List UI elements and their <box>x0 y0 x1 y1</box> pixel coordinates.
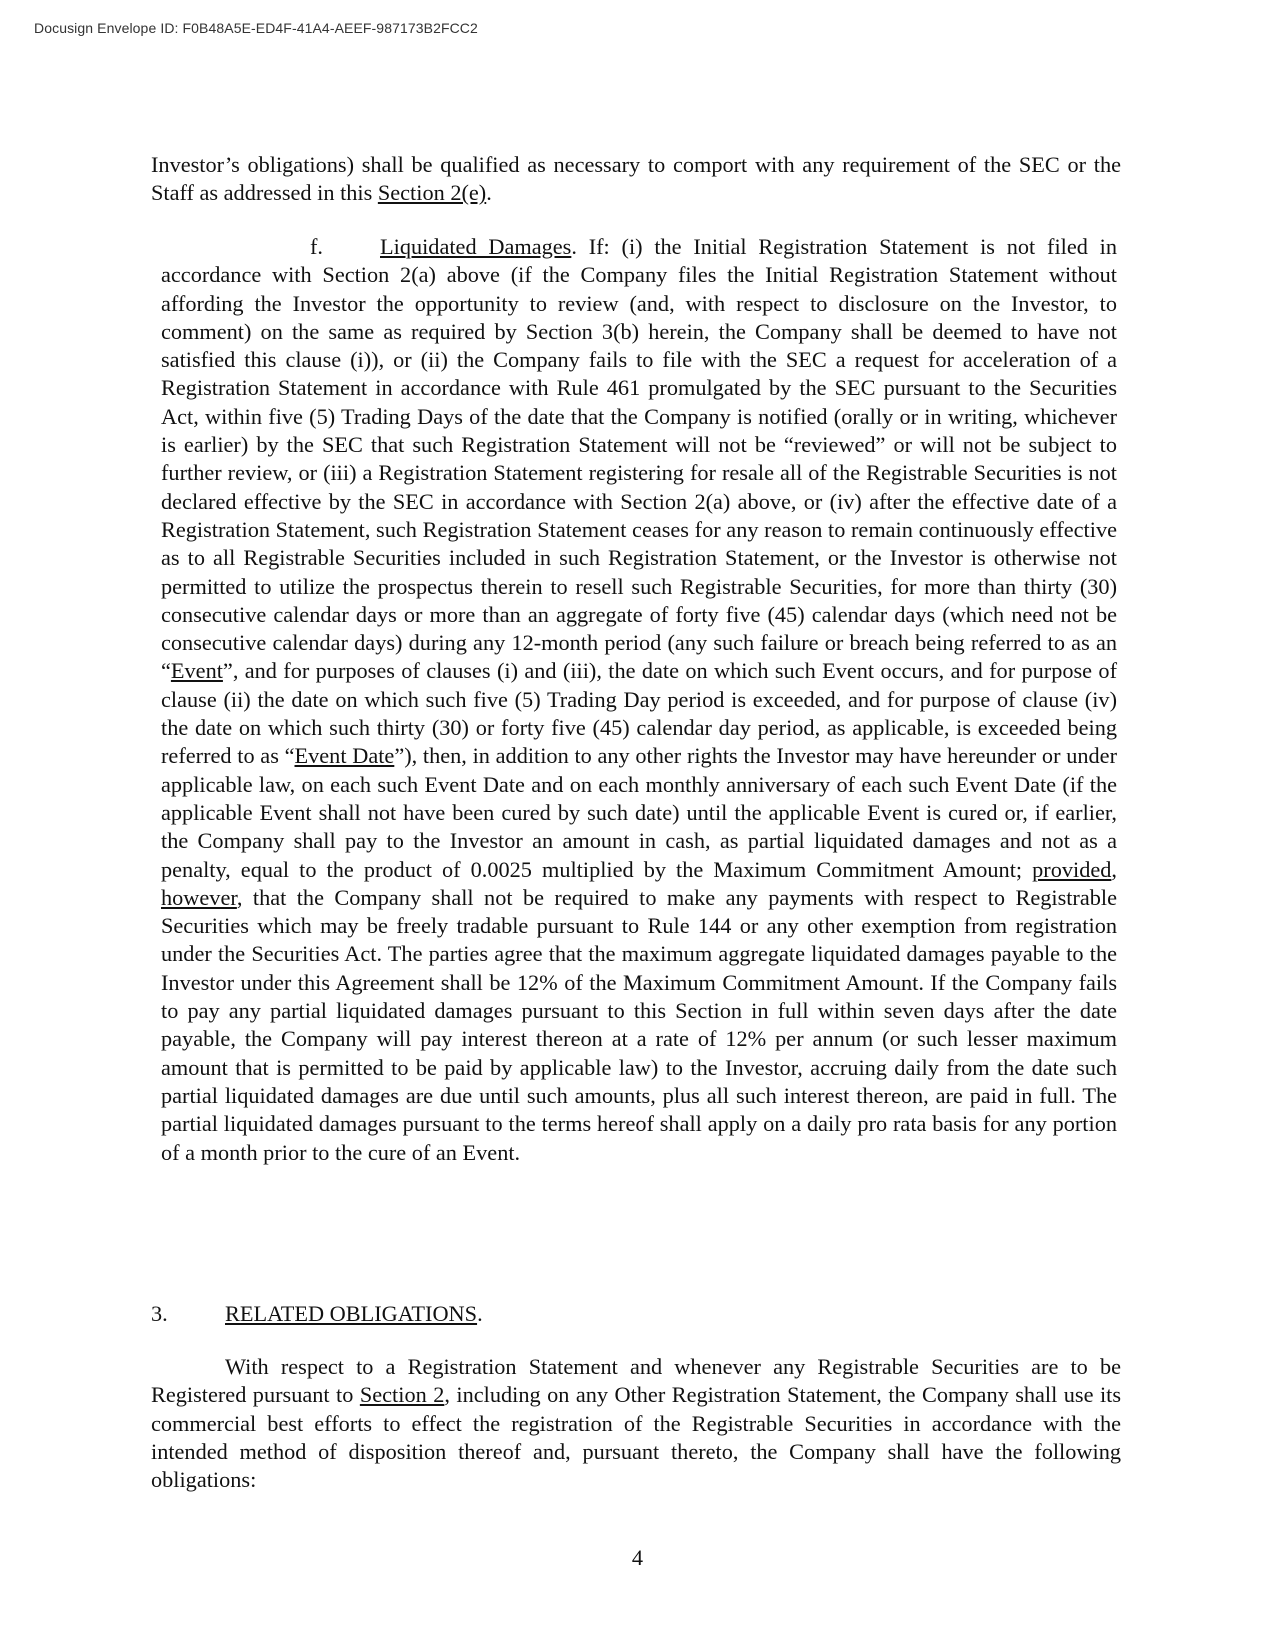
term-however: however <box>161 884 237 910</box>
liquidated-damages-heading: Liquidated Damages <box>380 234 572 259</box>
continuation-paragraph <box>151 151 1121 208</box>
docusign-envelope-id: Docusign Envelope ID: F0B48A5E-ED4F-41A4-AEEF-987173B2FCC2 <box>34 20 478 36</box>
paragraph-label: f. <box>310 234 323 259</box>
paragraph-text-3: ”), then, in addition to any other rights the Investor may have hereunder or under applicable law, on each such Event Date and on each monthly anniversary of each such Event Date (if the applicable Event shall not have been cured by such date) until the applicable Event is cured or, if earlier, the Company shall pay to the Investor an amount in cash, as partial liquidated damages and not as a penalty, equal to the product of 0.0025 multiplied by the Maximum Commitment Amount; <box>161 743 1117 882</box>
section-3-text-a: With respect to a Registration Statement and whenever any Registrable Securities are to be Registered pursuant to <box>151 1354 1121 1408</box>
section-3-heading <box>151 1300 1121 1328</box>
section-2e-reference: Section 2(e) <box>377 180 487 206</box>
section-3-title: RELATED OBLIGATIONS <box>225 1301 478 1326</box>
continuation-text: Investor’s obligations) shall be qualified as necessary to comport with any requirement of the SEC or the Staff as addressed in this <box>151 152 1121 206</box>
term-event-date: Event Date <box>294 743 395 769</box>
term-event: Event <box>170 658 223 684</box>
section-3-title-period: . <box>477 1301 483 1326</box>
term-provided: provided <box>1032 856 1112 882</box>
page-number: 4 <box>631 1545 644 1570</box>
liquidated-damages-paragraph <box>161 233 1117 1167</box>
section-3-number: 3. <box>151 1301 168 1326</box>
continuation-period: . <box>486 180 492 206</box>
paragraph-text-1: . If: (i) the Initial Registration Statement is not filed in accordance with Section 2(a) above (if the Company files the Initial Registration Statement without affording the Investor the opportunity to review (and, with respect to disclosure on the Investor, to comment) on the same as required by Section 3(b) herein, the Company shall be deemed to have not satisfied this clause (i)), or (ii) the Company fails to file with the SEC a request for acceleration of a Registration Statement in accordance with Rule 461 promulgated by the SEC pursuant to the Securities Act, within five (5) Trading Days of the date that the Company is notified (orally or in writing, whichever is earlier) by the SEC that such Registration Statement will not be “reviewed” or will not be subject to further review, or (iii) a Registration Statement registering for resale all of the Registrable Securities is not declared effective by the SEC in accordance with Section 2(a) above, or (iv) after the effective date of a Registration Statement, such Registration Statement ceases for any reason to remain continuously effective as to all Registrable Securities included in such Registration Statement, or the Investor is otherwise not permitted to utilize the prospectus therein to resell such Registrable Securities, for more than thirty (30) consecutive calendar days or more than an aggregate of forty five (45) calendar days (which need not be consecutive calendar days) during any 12-month period (any such failure or breach being referred to as an “ <box>161 234 1117 684</box>
comma: , <box>1111 856 1117 882</box>
section-2-reference: Section 2 <box>359 1382 445 1408</box>
section-3-text-b: , including on any Other Registration Statement, the Company shall use its commercial best efforts to effect the registration of the Registrable Securities in accordance with the intended method of disposition thereof and, pursuant thereto, the Company shall have the following obligations: <box>151 1382 1122 1493</box>
paragraph-text-4: , that the Company shall not be required to make any payments with respect to Registrable Securities which may be freely tradable pursuant to Rule 144 or any other exemption from registration under the Securities Act. The parties agree that the maximum aggregate liquidated damages payable to the Investor under this Agreement shall be 12% of the Maximum Commitment Amount. If the Company fails to pay any partial liquidated damages pursuant to this Section in full within seven days after the date payable, the Company will pay interest thereon at a rate of 12% per annum (or such lesser maximum amount that is permitted to be paid by applicable law) to the Investor, accruing daily from the date such partial liquidated damages are due until such amounts, plus all such interest thereon, are paid in full. The partial liquidated damages pursuant to the terms hereof shall apply on a daily pro rata basis for any portion of a month prior to the cure of an Event. <box>161 884 1117 1165</box>
section-3-paragraph <box>151 1353 1121 1494</box>
paragraph-text-2: ”, and for purposes of clauses (i) and (iii), the date on which such Event occurs, and for purpose of clause (ii) the date on which such five (5) Trading Day period is exceeded, and for purpose of clause (iv) the date on which such thirty (30) or forty five (45) calendar day period, as applicable, is exceeded being referred to as “ <box>161 658 1117 769</box>
